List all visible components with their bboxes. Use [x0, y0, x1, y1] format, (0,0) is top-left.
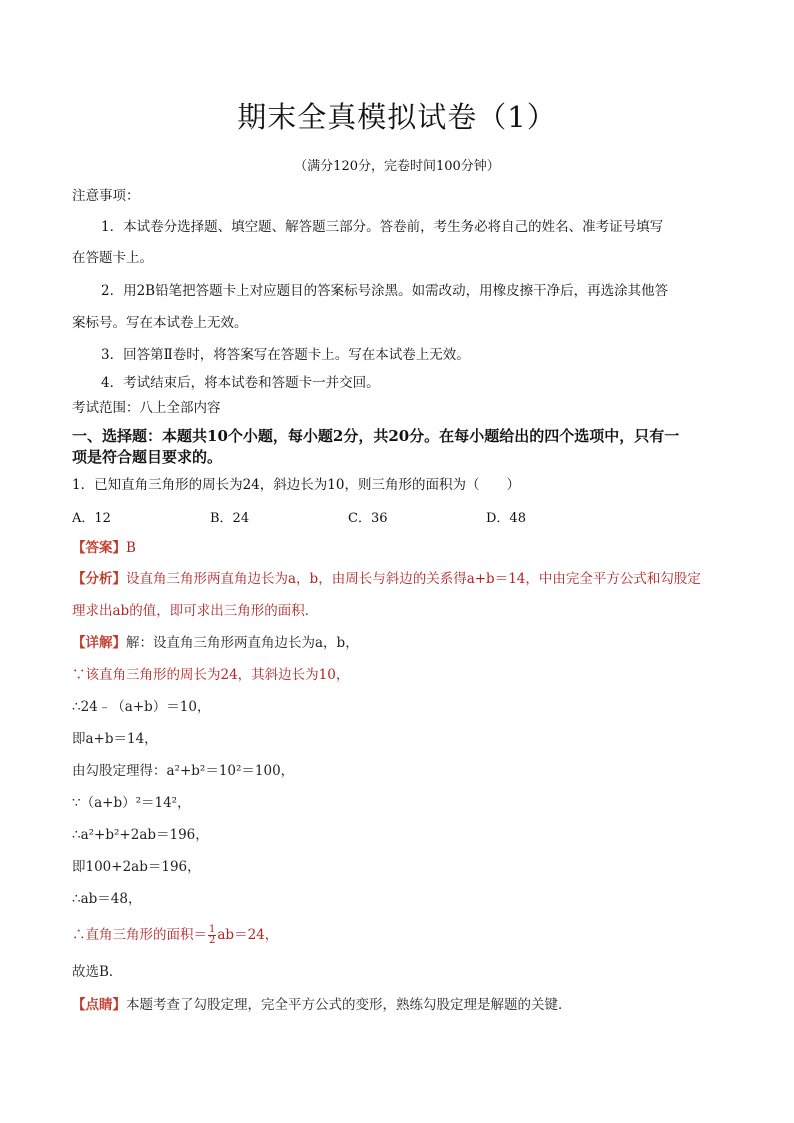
- detail-step-3: 即a+b＝14，: [72, 731, 158, 747]
- area-suffix: ab＝24，: [217, 927, 279, 943]
- detail-line-first: [72, 633, 359, 653]
- answer-value: B: [126, 540, 136, 556]
- note-line-6: 4．考试结束后，将本试卷和答题卡一并交回。: [101, 375, 380, 391]
- question1-stem: 1．已知直角三角形的周长为24，斜边长为10，则三角形的面积为（ ）: [72, 477, 520, 493]
- option-a: A．12: [72, 511, 111, 526]
- detail-step-5: ∵（a+b）²＝14²，: [72, 795, 191, 811]
- detail-step-8: ∴ab＝48，: [72, 891, 142, 907]
- detail-tag: 【详解】: [72, 635, 126, 651]
- detail-step-6: ∴a²+b²+2ab＝196，: [72, 827, 209, 843]
- detail-step-2: ∴24﹣（a+b）＝10，: [72, 699, 211, 715]
- comment-tag: 【点睛】: [72, 997, 126, 1013]
- fraction-denominator: 2: [209, 935, 216, 946]
- analysis-tag: 【分析】: [72, 571, 126, 587]
- detail-first-text: 解：设直角三角形两直角边长为a，b，: [126, 635, 359, 651]
- option-b: B．24: [210, 511, 250, 526]
- answer-row: [72, 538, 136, 558]
- note-line-4: 案标号。写在本试卷上无效。: [72, 315, 248, 331]
- page-title: 期末全真模拟试卷（1）: [237, 100, 557, 134]
- analysis-text-1: 设直角三角形两直角边长为a，b，由周长与斜边的关系得a+b＝14，中由完全平方公式和勾股定: [126, 571, 701, 587]
- area-prefix: ∴直角三角形的面积＝: [72, 927, 207, 943]
- comment-row: [72, 995, 572, 1015]
- section1-heading-line1: 一、选择题：本题共10个小题，每小题2分，共20分。在每小题给出的四个选项中，只有一: [72, 427, 680, 445]
- note-line-3: 2．用2B铅笔把答题卡上对应题目的答案标号涂黑。如需改动，用橡皮擦干净后，再选涂其他答: [101, 283, 669, 299]
- analysis-line1: [72, 569, 701, 589]
- detail-step-7: 即100+2ab＝196，: [72, 859, 201, 875]
- note-line-2: 在答题卡上。: [72, 250, 153, 266]
- notes-heading: 注意事项：: [72, 188, 140, 204]
- section1-heading-line2: 项是符合题目要求的。: [72, 448, 223, 466]
- option-c: C．36: [348, 511, 388, 526]
- note-line-5: 3．回答第Ⅱ卷时，将答案写在答题卡上。写在本试卷上无效。: [101, 347, 470, 363]
- comment-text: 本题考查了勾股定理，完全平方公式的变形，熟练勾股定理是解题的关键．: [126, 997, 572, 1013]
- one-half-fraction: [208, 925, 216, 946]
- analysis-line2: 理求出ab的值，即可求出三角形的面积．: [72, 603, 319, 619]
- detail-step-1: ∵该直角三角形的周长为24，其斜边长为10，: [72, 667, 350, 683]
- answer-tag: 【答案】: [72, 540, 126, 556]
- page-subtitle: （满分120分，完卷时间100分钟）: [294, 159, 500, 174]
- fraction-numerator: 1: [209, 924, 216, 935]
- detail-step-4: 由勾股定理得：a²+b²＝10²＝100，: [72, 763, 295, 779]
- detail-area-line: [72, 925, 278, 946]
- exam-scope: 考试范围：八上全部内容: [72, 400, 221, 416]
- option-d: D．48: [486, 511, 526, 526]
- detail-conclusion: 故选B．: [72, 964, 123, 980]
- note-line-1: 1．本试卷分选择题、填空题、解答题三部分。答卷前，考生务必将自己的姓名、准考证号填写: [101, 219, 664, 235]
